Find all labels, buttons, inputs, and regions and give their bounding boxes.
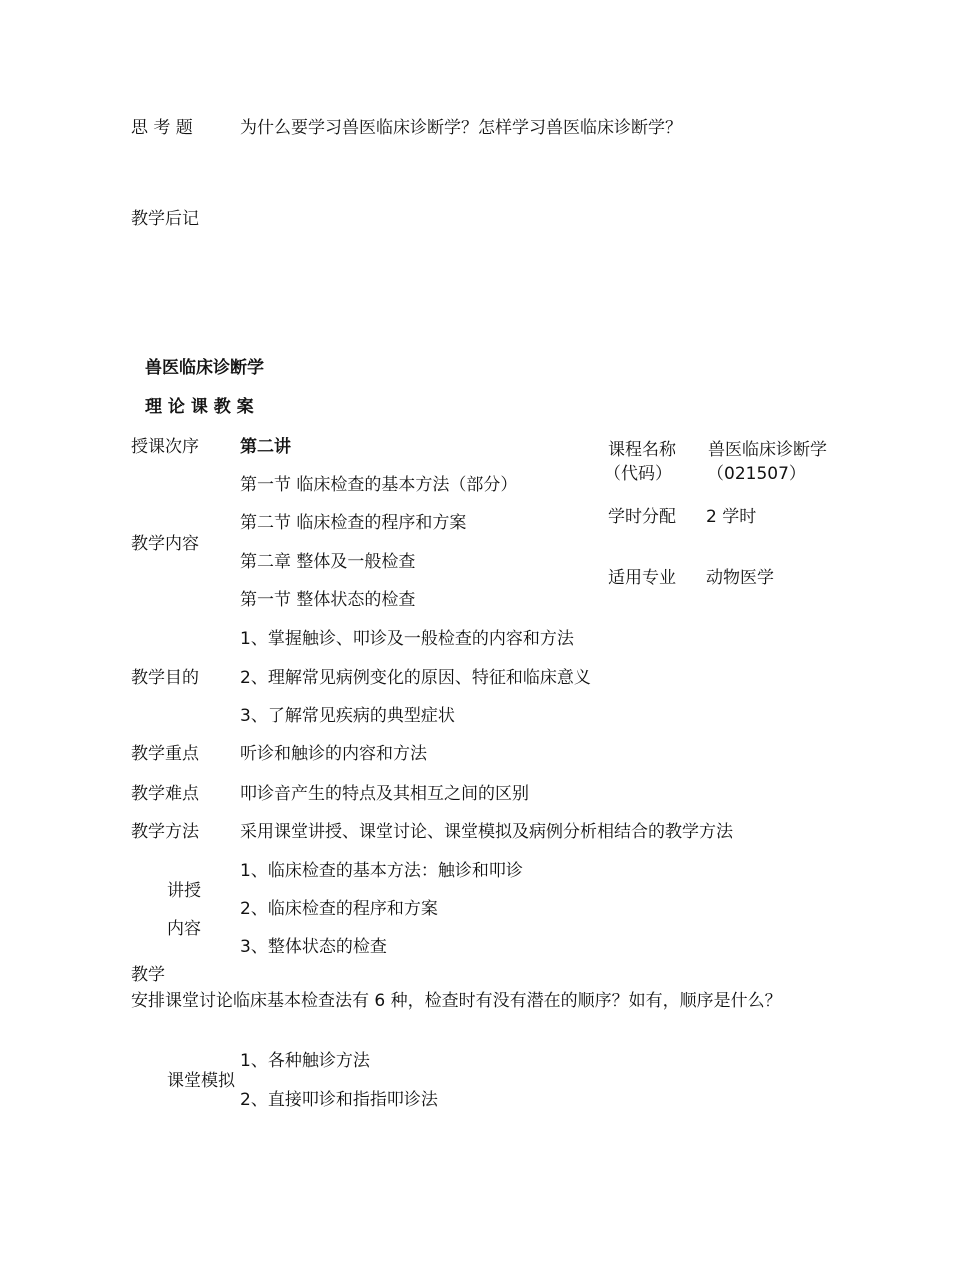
- course-name-value: 兽医临床诊断学: [708, 440, 827, 460]
- order-value: 第二讲: [240, 437, 291, 457]
- content-item: 第二节 临床检查的程序和方案: [240, 513, 467, 533]
- major-value: 动物医学: [706, 568, 774, 588]
- discussion-text: 安排课堂讨论临床基本检查法有 6 种，检查时有没有潜在的顺序？如有，顺序是什么？: [131, 991, 782, 1011]
- focus-label: 教学重点: [131, 744, 199, 764]
- course-title: 兽医临床诊断学: [145, 358, 264, 378]
- lecture-label-2: 内容: [167, 919, 201, 939]
- focus-value: 听诊和触诊的内容和方法: [240, 744, 427, 764]
- lecture-item: 3、整体状态的检查: [240, 937, 387, 957]
- thinking-question: 为什么要学习兽医临床诊断学？怎样学习兽医临床诊断学？: [240, 118, 682, 138]
- content-item: 第二章 整体及一般检查: [240, 552, 416, 572]
- course-name-label: 课程名称: [608, 440, 676, 460]
- hours-value: 2 学时: [706, 507, 757, 527]
- content-label: 教学内容: [131, 534, 199, 554]
- simulation-item: 2、直接叩诊和指指叩诊法: [240, 1090, 438, 1110]
- thinking-label: 思 考 题: [131, 118, 193, 138]
- doc-type: 理 论 课 教 案: [145, 397, 254, 417]
- method-label: 教学方法: [131, 822, 199, 842]
- course-code-label: （代码）: [604, 464, 672, 484]
- goal-item: 1、掌握触诊、叩诊及一般检查的内容和方法: [240, 629, 574, 649]
- content-item: 第一节 整体状态的检查: [240, 590, 416, 610]
- teaching-label: 教学: [131, 965, 165, 985]
- difficulty-value: 叩诊音产生的特点及其相互之间的区别: [240, 784, 529, 804]
- goal-item: 2、理解常见病例变化的原因、特征和临床意义: [240, 668, 591, 688]
- difficulty-label: 教学难点: [131, 784, 199, 804]
- lecture-item: 1、临床检查的基本方法：触诊和叩诊: [240, 861, 523, 881]
- lecture-item: 2、临床检查的程序和方案: [240, 899, 438, 919]
- lecture-label: 讲授: [167, 881, 201, 901]
- hours-label: 学时分配: [608, 507, 676, 527]
- method-value: 采用课堂讲授、课堂讨论、课堂模拟及病例分析相结合的教学方法: [240, 822, 733, 842]
- goal-item: 3、了解常见疾病的典型症状: [240, 706, 455, 726]
- notes-label: 教学后记: [131, 209, 199, 229]
- order-label: 授课次序: [131, 437, 199, 457]
- goal-label: 教学目的: [131, 668, 199, 688]
- content-item: 第一节 临床检查的基本方法（部分）: [240, 475, 518, 495]
- simulation-item: 1、各种触诊方法: [240, 1051, 370, 1071]
- major-label: 适用专业: [608, 568, 676, 588]
- course-code-value: （021507）: [707, 464, 806, 484]
- simulation-label: 课堂模拟: [167, 1071, 235, 1091]
